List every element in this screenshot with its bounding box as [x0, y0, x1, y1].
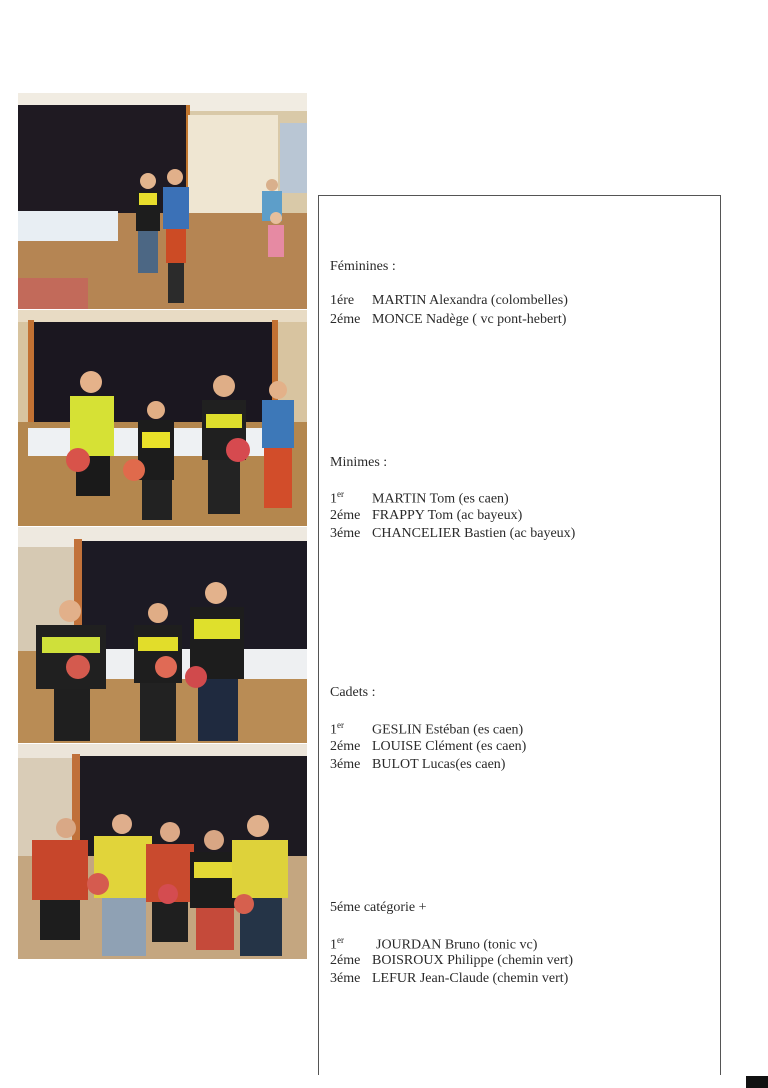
result-row: 3éme CHANCELIER Bastien (ac bayeux): [330, 526, 576, 541]
section-title-cadets: Cadets :: [330, 685, 376, 700]
section-title-5eme-categorie: 5éme catégorie +: [330, 900, 427, 915]
rank: 3éme: [330, 757, 361, 772]
rank: 3éme: [330, 971, 361, 986]
result-row: 2éme BOISROUX Philippe (chemin vert): [330, 953, 574, 968]
rank: 1ére: [330, 293, 355, 308]
result-row: 1er MARTIN Tom (es caen): [330, 489, 509, 507]
section-title-feminines: Féminines :: [330, 259, 396, 274]
rank: 3éme: [330, 526, 361, 541]
result-row: 1er GESLIN Estéban (es caen): [330, 720, 524, 738]
rank: 2éme: [330, 953, 361, 968]
result-row: 3éme BULOT Lucas(es caen): [330, 757, 506, 772]
rank: 2éme: [330, 739, 361, 754]
rank: 1er: [330, 935, 344, 953]
podium-photo-minimes: [18, 310, 307, 526]
rank: 1er: [330, 720, 344, 738]
scan-edge-mark: [746, 1076, 768, 1088]
result-row: 1er JOURDAN Bruno (tonic vc): [330, 935, 538, 953]
result-row: 2éme LOUISE Clément (es caen): [330, 739, 527, 754]
result-row: 3éme LEFUR Jean-Claude (chemin vert): [330, 971, 569, 986]
rank: 1er: [330, 489, 344, 507]
rank: 2éme: [330, 508, 361, 523]
podium-photo-feminines: [18, 93, 307, 309]
result-row: 1ére MARTIN Alexandra (colombelles): [330, 293, 568, 308]
result-row: 2éme FRAPPY Tom (ac bayeux): [330, 508, 523, 523]
results-panel: [318, 195, 721, 1075]
podium-photo-cadets: [18, 527, 307, 743]
section-title-minimes: Minimes :: [330, 455, 388, 470]
result-row: 2éme MONCE Nadège ( vc pont-hebert): [330, 312, 567, 327]
rank: 2éme: [330, 312, 361, 327]
podium-photo-5eme-categorie: [18, 744, 307, 959]
